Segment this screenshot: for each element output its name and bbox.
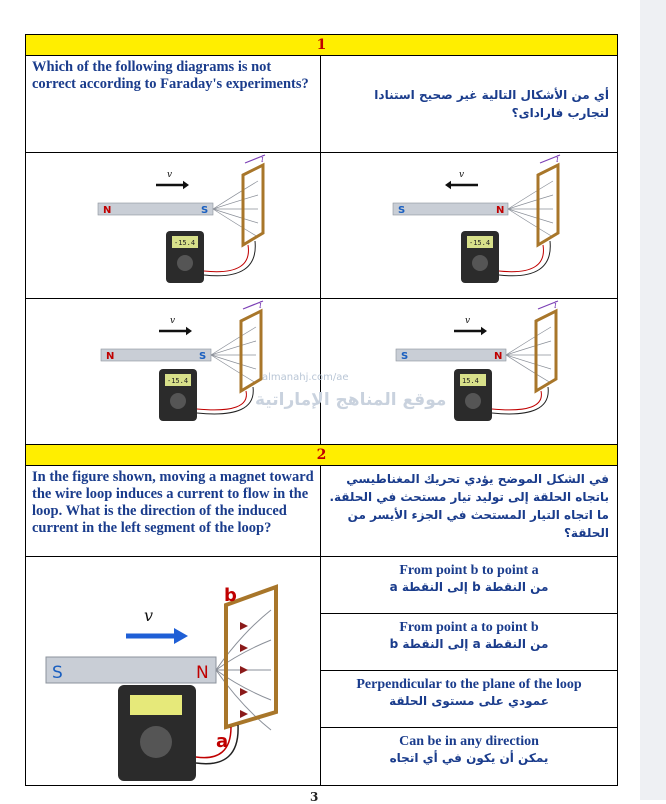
big-field-arrow: [240, 622, 248, 630]
choice-c[interactable]: [321, 671, 617, 728]
magnet-bar: [393, 203, 508, 215]
diagram-4[interactable]: [321, 299, 617, 444]
magnet-bar: [101, 349, 211, 361]
magnet-left-pole: S: [401, 351, 409, 362]
field-line: [508, 181, 553, 209]
choice-a[interactable]: [321, 557, 617, 614]
wire-loop: [538, 165, 558, 245]
magnet-right-pole: S: [201, 205, 209, 216]
magnet-left-pole: S: [398, 205, 406, 216]
field-line: [506, 341, 551, 355]
scrollbar-gutter: [640, 0, 666, 800]
choice-b[interactable]: [321, 614, 617, 671]
question-2-arabic: في الشكل الموضح يؤدي تحريك المغناطيسي باتجاه الحلقة إلى توليد تيار مستحث في الحلقة. ما اتجاه التيار المستحث في الجزء الأيسر من الحلقة؟: [329, 472, 609, 540]
current-label: i: [259, 301, 262, 311]
field-line: [508, 209, 553, 223]
field-line: [211, 341, 256, 355]
field-line: [211, 355, 256, 383]
velocity-arrowhead: [445, 181, 451, 189]
field-line: [506, 327, 551, 355]
question-2-english: In the figure shown, moving a magnet toward the wire loop induces a current to flow in the loop. What is the direction of the induced current in the left segment of the loop?: [26, 466, 321, 556]
point-a-label: a: [216, 731, 229, 752]
watermark-logo: موقع المناهج الإماراتية: [255, 390, 447, 410]
field-line: [211, 327, 256, 355]
meter-dial: [472, 255, 488, 271]
induction-figure: [26, 557, 321, 785]
wire-loop: [536, 311, 556, 391]
question-1-arabic: أي من الأشكال التالية غير صحيح استنادا لتجارب فارادای؟: [374, 88, 609, 120]
velocity-arrowhead: [183, 181, 189, 189]
big-velocity-arrowhead: [174, 628, 188, 644]
velocity-label: v: [459, 170, 465, 180]
velocity-label: v: [465, 316, 471, 326]
magnet-left-pole: N: [106, 351, 115, 362]
choice-d-arabic: يمكن أن يكون في أي اتجاه: [389, 751, 549, 765]
magnet-left-pole: N: [103, 205, 112, 216]
wire-loop: [241, 311, 261, 391]
magnet-bar: [98, 203, 213, 215]
wire-loop: [243, 165, 263, 245]
wire-red: [204, 245, 248, 272]
meter-reading: -15.4: [174, 239, 196, 247]
meter-reading: -15.4: [469, 239, 491, 247]
choice-c-english: Perpendicular to the plane of the loop: [356, 677, 582, 692]
velocity-label: v: [170, 316, 176, 326]
choice-a-arabic: من النقطة b إلى النقطة a: [389, 580, 549, 594]
wire-red: [492, 391, 541, 410]
choice-d-english: Can be in any direction: [399, 734, 539, 749]
question-1-row: [26, 56, 617, 153]
field-line: [508, 209, 553, 237]
page-number: 3: [310, 790, 319, 804]
diagram-row-1: [26, 153, 617, 299]
meter-dial: [177, 255, 193, 271]
watermark-url: almanahj.com/ae: [262, 372, 349, 383]
field-line: [213, 209, 258, 223]
diagram-1[interactable]: [26, 153, 321, 298]
magnet-right-pole: N: [494, 351, 503, 362]
magnet-right-pole: S: [199, 351, 207, 362]
field-line: [213, 209, 258, 237]
field-line: [508, 195, 553, 209]
question-2-answers: [26, 557, 617, 785]
wire-red: [499, 245, 543, 272]
field-line: [506, 355, 551, 369]
question-1-english: Which of the following diagrams is not correct according to Faraday's experiments?: [26, 56, 321, 152]
big-field-arrow: [240, 666, 248, 674]
diagram-2[interactable]: [321, 153, 617, 298]
field-line: [213, 195, 258, 209]
big-field-arrow: [240, 710, 248, 718]
magnet-right-pole: N: [496, 205, 505, 216]
field-line: [506, 355, 551, 383]
field-line: [213, 181, 258, 209]
choice-d[interactable]: [321, 728, 617, 785]
meter-reading: 15.4: [462, 377, 479, 385]
big-meter-display: [130, 695, 182, 715]
point-b-label: b: [224, 585, 237, 606]
big-wire-loop: [226, 587, 276, 727]
choice-b-arabic: من النقطة a إلى النقطة b: [389, 637, 549, 651]
worksheet-table: [25, 34, 618, 786]
big-magnet-bar: [46, 657, 216, 683]
choice-a-english: From point b to point a: [399, 563, 539, 578]
question-2-row: [26, 466, 617, 557]
field-line: [211, 355, 256, 369]
velocity-arrowhead: [186, 327, 192, 335]
velocity-label: v: [167, 170, 173, 180]
question-1-number: 1: [26, 35, 617, 56]
big-velocity-label: v: [144, 606, 154, 625]
current-label: i: [554, 301, 557, 311]
choice-b-english: From point a to point b: [399, 620, 539, 635]
meter-dial: [465, 393, 481, 409]
meter-reading: -15.4: [167, 377, 189, 385]
current-label: i: [261, 155, 264, 165]
choice-c-arabic: عمودي على مستوى الحلقة: [389, 694, 549, 708]
magnet-bar: [396, 349, 506, 361]
wire-red: [197, 391, 246, 410]
big-meter-dial: [140, 726, 172, 758]
meter-dial: [170, 393, 186, 409]
question-2-number: 2: [26, 445, 617, 466]
big-magnet-left-pole: S: [52, 663, 63, 683]
big-magnet-right-pole: N: [196, 663, 209, 683]
velocity-arrowhead: [481, 327, 487, 335]
current-label: i: [556, 155, 559, 165]
